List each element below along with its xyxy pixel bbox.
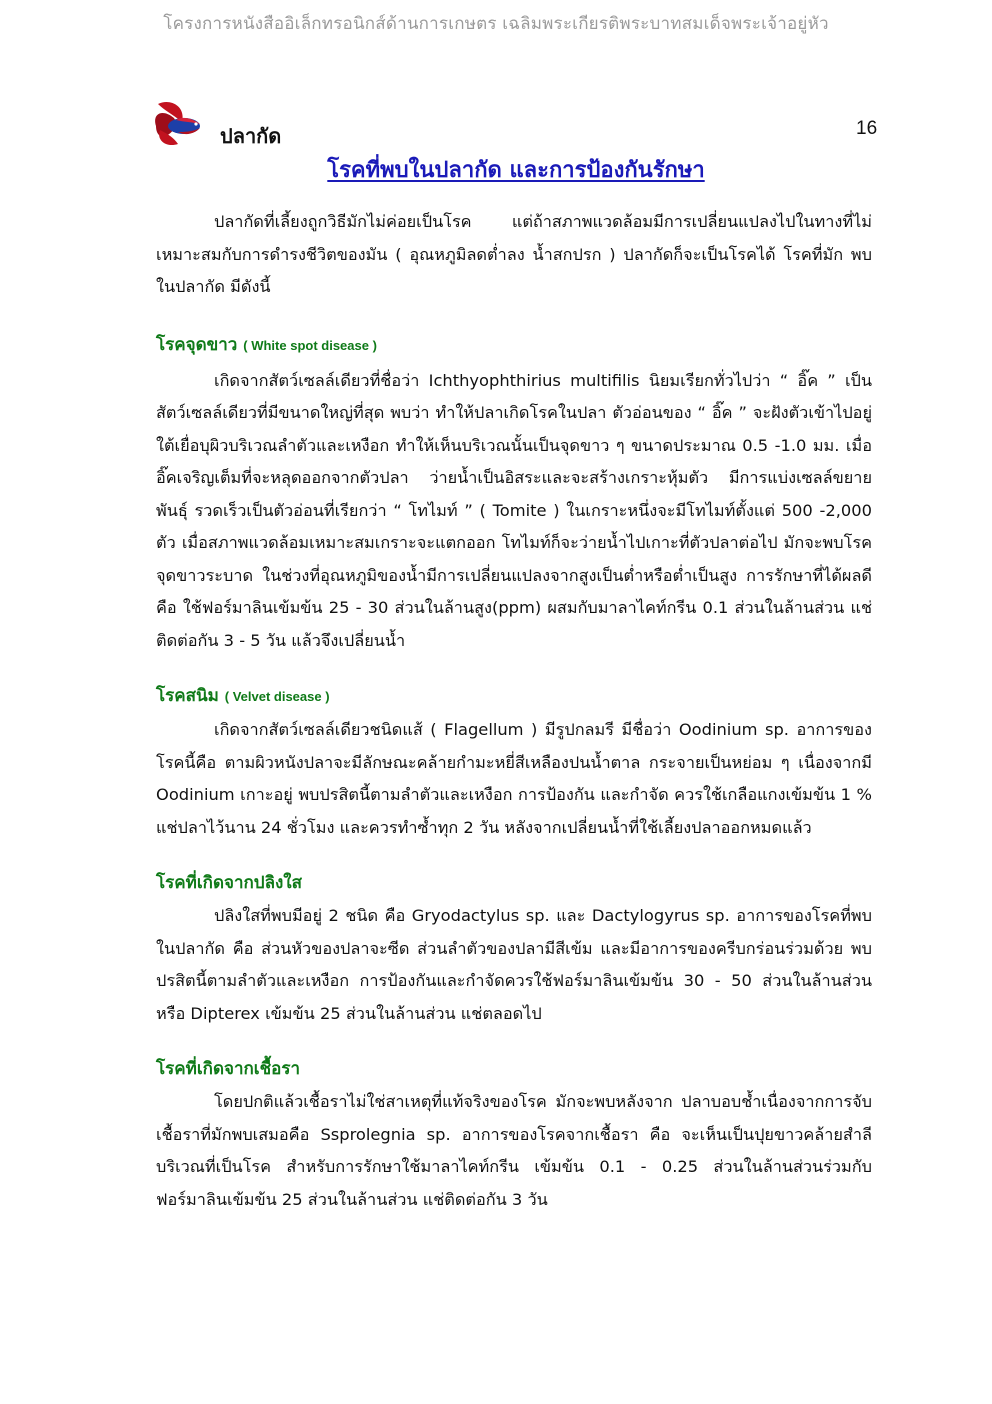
section-heading: โรคที่เกิดจากปลิงใส <box>156 873 302 893</box>
section-paragraph: เกิดจากสัตว์เซลล์เดียวชนิดแส้ ( Flagellum ) มีรูปกลมรี มีชื่อว่า Oodinium sp. อาการของโรคนี้คือ ตามผิวหนังปลาจะมีลักษณะคล้ายกำมะหยี่สีเหลืองปนน้ำตาล กระจายเป็นหย่อม ๆ เนื่องจากมี Oodinium เกาะอยู่ พบปรสิตนี้ตามลำตัวและเหงือก การป้องกัน และกำจัด ควรใช้เกลือแกงเข้มข้น 1 % แช่ปลาไว้นาน 24 ชั่วโมง และควรทำซ้ำทุก 2 วัน หลังจากเปลี่ยนน้ำที่ใช้เลี้ยงปลาออกหมดแล้ว <box>156 720 872 837</box>
section-heading: โรคจุดขาว ( White spot disease ) <box>156 334 377 355</box>
main-heading: โรคที่พบในปลากัด และการป้องกันรักษา <box>327 158 705 183</box>
betta-fish-icon <box>152 100 208 148</box>
page-number: 16 <box>856 118 878 139</box>
book-title: ปลากัด <box>220 124 282 148</box>
document-body <box>156 206 872 1216</box>
section-paragraph: ปลิงใสที่พบมีอยู่ 2 ชนิด คือ Gryodactylus sp. และ Dactylogyrus sp. อาการของโรคที่พบในปลากัด คือ ส่วนหัวของปลาจะซีด ส่วนลำตัวของปลามีสีเข้ม และมีอาการของครีบกร่อนร่วมด้วย พบปรสิตนี้ตามลำตัวและเหงือก การป้องกันและกำจัดควรใช้ฟอร์มาลินเข้มข้น 30 - 50 ส่วนในล้านส่วน หรือ Dipterex เข้มข้น 25 ส่วนในล้านส่วน แช่ตลอดไป <box>156 906 872 1023</box>
project-header: โครงการหนังสืออิเล็กทรอนิกส์ด้านการเกษตร เฉลิมพระเกียรติพระบาทสมเด็จพระเจ้าอยู่หัว <box>163 14 829 34</box>
section-paragraph: โดยปกติแล้วเชื้อราไม่ใช่สาเหตุที่แท้จริงของโรค มักจะพบหลังจาก ปลาบอบช้ำเนื่องจากการจับ เชื้อราที่มักพบเสมอคือ Ssprolegnia sp. อาการของโรคจากเชื้อรา คือ จะเห็นเป็นปุยขาวคล้ายสำลีบริเวณที่เป็นโรค สำหรับการรักษาใช้มาลาไคท์กรีน เข้มข้น 0.1 - 0.25 ส่วนในล้านส่วนร่วมกับฟอร์มาลินเข้มข้น 25 ส่วนในล้านส่วน แช่ติดต่อกัน 3 วัน <box>156 1092 872 1209</box>
intro-paragraph: ปลากัดที่เลี้ยงถูกวิธีมักไม่ค่อยเป็นโรค แต่ถ้าสภาพแวดล้อมมีการเปลี่ยนแปลงไปในทางที่ไม่เหมาะสมกับการดำรงชีวิตของมัน ( อุณหภูมิลดต่ำลง น้ำสกปรก ) ปลากัดก็จะเป็นโรคได้ โรคที่มัก พบในปลากัด มีดังนี้ <box>156 212 872 296</box>
section-paragraph: เกิดจากสัตว์เซลล์เดียวที่ชื่อว่า Ichthyophthirius multifilis นิยมเรียกทั่วไปว่า “ อิ๊ค ” เป็นสัตว์เซลล์เดียวที่มีขนาดใหญ่ที่สุด พบว่า ทำให้ปลาเกิดโรคในปลา ตัวอ่อนของ “ อิ๊ค ” จะฝังตัวเข้าไปอยู่ใต้เยื่อบุผิวบริเวณลำตัวและเหงือก ทำให้เห็นบริเวณนั้นเป็นจุดขาว ๆ ขนาดประมาณ 0.5 -1.0 มม. เมื่ออิ๊คเจริญเต็มที่จะหลุดออกจากตัวปลา ว่ายน้ำเป็นอิสระและจะสร้างเกราะหุ้มตัว มีการแบ่งเซลล์ขยายพันธุ์ รวดเร็วเป็นตัวอ่อนที่เรียกว่า “ โทไมท์ ” ( Tomite ) ในเกราะหนึ่งจะมีโทไมท์ตั้งแต่ 500 -2,000 ตัว เมื่อสภาพแวดล้อมเหมาะสมเกราะจะแตกออก โทไมท์ก็จะว่ายน้ำไปเกาะที่ตัวปลาต่อไป มักจะพบโรคจุดขาวระบาด ในช่วงที่อุณหภูมิของน้ำมีการเปลี่ยนแปลงจากสูงเป็นต่ำหรือต่ำเป็นสูง การรักษาที่ได้ผลดี คือ ใช้ฟอร์มาลินเข้มข้น 25 - 30 ส่วนในล้านสูง(ppm) ผสมกับมาลาไคท์กรีน 0.1 ส่วนในล้านส่วน แช่ติดต่อกัน 3 - 5 วัน แล้วจึงเปลี่ยนน้ำ <box>156 370 872 650</box>
section-heading: โรคสนิม ( Velvet disease ) <box>156 686 330 706</box>
section-heading: โรคที่เกิดจากเชื้อรา <box>156 1059 301 1079</box>
